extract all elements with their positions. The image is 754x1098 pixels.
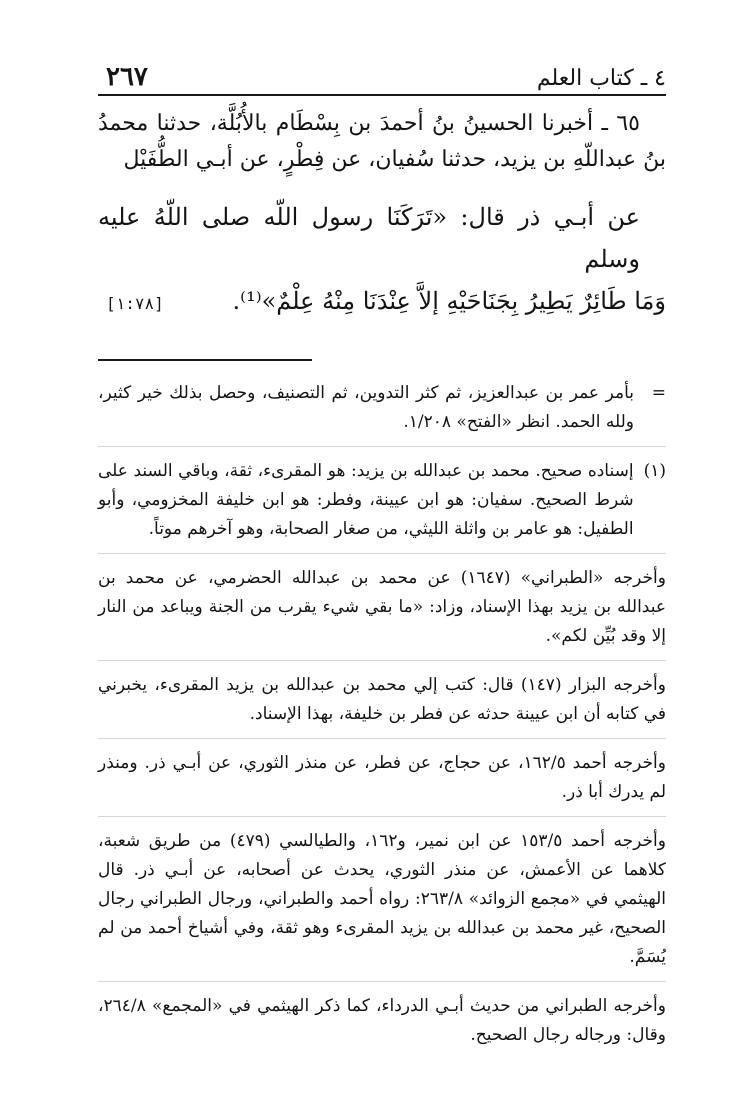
hadith-matn: [98, 196, 666, 325]
footnote-marker: =: [651, 383, 666, 403]
footnotes: [98, 379, 666, 1059]
footnote-paragraph: وأخرجه البزار (١٤٧) قال: كتب إلي محمد بن عبدالله بن يزيد المقرىء، يخبرني في كتابه أن ابن عيينة حدثه عن فطر بن خليفة، بهذا الإسناد.: [98, 671, 666, 739]
book-page: [98, 56, 666, 1069]
footnote-continuation: [98, 379, 666, 447]
footnote-text: إسناده صحيح. محمد بن عبدالله بن يزيد: هو المقرىء، ثقة، وباقي السند على شرط الصحيح. سفيان: هو ابن عيينة، وفطر: هو ابن خليفة المخزومي، وأبو الطفيل: هو عامر بن واثلة الليثي، من صغار الصحابة، وهو آخرهم موتاً.: [98, 461, 634, 539]
hadith-reference: [١:٧٨]: [106, 294, 164, 313]
footnote-paragraph: وأخرجه الطبراني من حديث أبـي الدرداء، كما ذكر الهيثمي في «المجمع» ٢٦٤/٨، وقال: ورجاله رجال الصحيح.: [98, 996, 666, 1045]
hadith-block: [98, 106, 666, 325]
hadith-quote-line-2: وَمَا طَائِرٌ يَطِيرُ بِجَنَاحَيْهِ إلاَّ عِنْدَنَا مِنْهُ عِلْمٌ»⁽¹⁾.: [232, 287, 666, 315]
footnote-paragraph: وأخرجه أحمد ١٦٢/٥، عن حجاج، عن فطر، عن منذر الثوري، عن أبـي ذر. ومنذر لم يدرك أبا ذر.: [98, 749, 666, 817]
hadith-quote-line-1: عن أبـي ذر قال: «تَرَكَنَا رسول اللّه صلى اللّهُ عليه وسلم: [98, 203, 640, 273]
footnote-1: [98, 457, 666, 554]
page-number: ٢٦٧: [106, 62, 148, 92]
footnote-paragraph: وأخرجه «الطبراني» (١٦٤٧) عن محمد بن عبدالله الحضرمي، عن محمد بن عبدالله بن يزيد بهذا الإسناد، وزاد: «ما بقي شيء يقرب من الجنة ويباعد من النار إلا وقد بُيِّن لكم».: [98, 564, 666, 661]
footnote-marker: (١): [643, 461, 666, 481]
footnote-separator: [98, 359, 312, 361]
footnote-paragraph: وأخرجه أحمد ١٥٣/٥ عن ابن نمير، و١٦٢، والطيالسي (٤٧٩) من طريق شعبة، كلاهما عن الأعمش، عن منذر الثوري، يحدث عن أصحابه، عن أبـي ذر. قال الهيثمي في «مجمع الزوائد» ٢٦٣/٨: رواه أحمد والطبراني، ورجال الطبراني رجال الصحيح، غير محمد بن عبدالله بن يزيد المقرىء وهو ثقة، وفي أشياخ أحمد من لم يُسَمَّ.: [98, 827, 666, 982]
footnote-text: بأمر عمر بن عبدالعزيز، ثم كثر التدوين، ثم التصنيف، وحصل بذلك خير كثير، ولله الحمد. انظر «الفتح» ١/٢٠٨.: [98, 383, 634, 432]
hadith-isnad: ٦٥ ـ أخبرنا الحسينُ بنُ أحمدَ بن بِسْطَام بالأُبُلَّة، حدثنا محمدُ بنُ عبداللّهِ بن يزيد، حدثنا سُفيان، عن فِطْرٍ، عن أبـي الطُّفَيْل: [98, 111, 666, 172]
running-title: ٤ ـ كتاب العلم: [536, 66, 666, 91]
page-header: [98, 56, 666, 96]
hadith-quote-row: [98, 280, 666, 325]
